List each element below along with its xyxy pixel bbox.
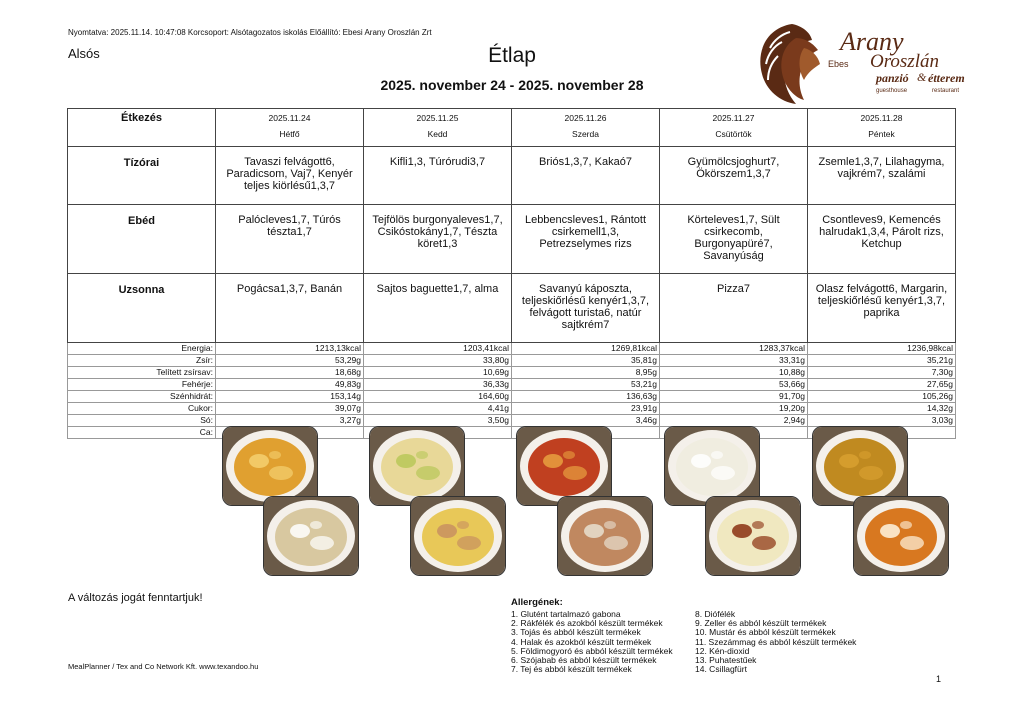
allergen-item: 7. Tej és abból készült termékek xyxy=(511,664,632,675)
allergen-item: 1. Glutént tartalmazó gabona xyxy=(511,609,621,619)
logo-sub1: panzió xyxy=(876,71,909,85)
age-group-label: Alsós xyxy=(68,46,100,61)
table-row xyxy=(68,147,956,205)
logo-sub2: étterem xyxy=(928,71,965,85)
allergen-title: Allergének: xyxy=(511,597,563,608)
roast-chicken-photo xyxy=(705,496,801,576)
meal-label: Ebéd xyxy=(68,205,216,274)
nutrition-value: 153,14g xyxy=(216,391,364,403)
nutrition-label: Energia: xyxy=(68,343,216,355)
nutrition-value: 49,83g xyxy=(216,379,364,391)
nutrition-row xyxy=(68,391,956,403)
turos-teszta-photo xyxy=(263,496,359,576)
bone-soup-photo xyxy=(812,426,908,506)
nutrition-value: 1269,81kcal xyxy=(512,343,660,355)
nutrition-value: 136,63g xyxy=(512,391,660,403)
nutrition-value: 3,46g xyxy=(512,415,660,427)
nutrition-row xyxy=(68,343,956,355)
meal-cell: Pogácsa1,3,7, Banán xyxy=(216,274,364,343)
nutrition-value: 53,21g xyxy=(512,379,660,391)
nutrition-value: 91,70g xyxy=(660,391,808,403)
allergen-item: 12. Kén-dioxid xyxy=(695,645,750,656)
nutrition-value: 3,03g xyxy=(808,415,956,427)
nutrition-label: Szénhidrát: xyxy=(68,391,216,403)
nutrition-value: 1213,13kcal xyxy=(216,343,364,355)
logo-sub3: guesthouse xyxy=(876,88,908,94)
nutrition-value: 164,60g xyxy=(364,391,512,403)
print-info: Nyomtatva: 2025.11.14. 10:47:08 Korcsoport: Alsótagozatos iskolás Előállító: Ebesi Arany Oroszlán Zrt xyxy=(68,28,432,37)
day-date: 2025.11.25 xyxy=(416,113,459,123)
day-date: 2025.11.24 xyxy=(268,113,311,123)
nutrition-row xyxy=(68,367,956,379)
allergen-item: 9. Zeller és abból készült termékek xyxy=(695,618,827,629)
lion-head-icon xyxy=(760,24,820,104)
date-range: 2025. november 24 - 2025. november 28 xyxy=(380,77,644,93)
menu-table xyxy=(67,108,956,439)
meal-cell: Sajtos baguette1,7, alma xyxy=(364,274,512,343)
day-name: Szerda xyxy=(572,129,599,139)
restaurant-logo xyxy=(752,18,988,106)
allergen-item: 3. Tojás és abból készült termékek xyxy=(511,627,641,638)
day-date: 2025.11.27 xyxy=(712,113,755,123)
meal-cell: Briós1,3,7, Kakaó7 xyxy=(512,147,660,205)
pear-soup-photo xyxy=(664,426,760,506)
nutrition-label: Cukor: xyxy=(68,403,216,415)
day-column-header xyxy=(364,109,512,147)
allergen-item: 4. Halak és azokból készült termékek xyxy=(511,636,652,647)
meal-label: Uzsonna xyxy=(68,274,216,343)
nutrition-value: 19,20g xyxy=(660,403,808,415)
logo-word1: Arany xyxy=(840,27,904,56)
meal-cell: Tejfölös burgonyaleves1,7, Csikóstokány1,7, Tészta köret1,3 xyxy=(364,205,512,274)
allergen-item: 14. Csillagfürt xyxy=(695,664,747,675)
meal-label: Tízórai xyxy=(68,147,216,205)
nutrition-value: 27,65g xyxy=(808,379,956,391)
nutrition-value: 1283,37kcal xyxy=(660,343,808,355)
nutrition-value: 35,21g xyxy=(808,355,956,367)
day-date: 2025.11.28 xyxy=(860,113,903,123)
nutrition-value: 18,68g xyxy=(216,367,364,379)
allergen-legend xyxy=(511,597,857,675)
nutrition-label: Só: xyxy=(68,415,216,427)
allergen-item: 13. Puhatestűek xyxy=(695,655,757,666)
allergen-item: 6. Szójabab és abból készült termékek xyxy=(511,655,657,666)
page-number: 1 xyxy=(936,674,942,684)
paloc-soup-photo xyxy=(222,426,318,506)
nutrition-value: 3,50g xyxy=(364,415,512,427)
meal-cell: Savanyú káposzta, teljeskiőrlésű kenyér1,3,7, felvágott turista6, natúr sajtkrém7 xyxy=(512,274,660,343)
nutrition-row xyxy=(68,415,956,427)
meal-cell: Palócleves1,7, Túrós tészta1,7 xyxy=(216,205,364,274)
allergen-item: 8. Diófélék xyxy=(695,609,736,619)
nutrition-value: 8,95g xyxy=(512,367,660,379)
page-title: Étlap xyxy=(488,44,536,67)
meal-header: Étkezés xyxy=(68,109,216,147)
day-name: Hétfő xyxy=(279,129,300,139)
nutrition-value: 33,80g xyxy=(364,355,512,367)
day-column-header xyxy=(216,109,364,147)
logo-sub4: restaurant xyxy=(932,88,960,94)
nutrition-value: 35,81g xyxy=(512,355,660,367)
nutrition-value: 10,69g xyxy=(364,367,512,379)
nutrition-value: 10,88g xyxy=(660,367,808,379)
meal-cell: Csontleves9, Kemencés halrudak1,3,4, Párolt rizs, Ketchup xyxy=(808,205,956,274)
nutrition-value: 23,91g xyxy=(512,403,660,415)
nutrition-label: Telített zsírsav: xyxy=(68,367,216,379)
nutrition-value: 7,30g xyxy=(808,367,956,379)
svg-text:&: & xyxy=(917,70,927,84)
allergen-column xyxy=(511,610,673,674)
allergen-item: 11. Szezámmag és abból készült termékek xyxy=(695,636,857,647)
chicken-rice-photo xyxy=(557,496,653,576)
meal-cell: Olasz felvágott6, Margarin, teljeskiőrlésű kenyér1,3,7, paprika xyxy=(808,274,956,343)
meal-cell: Gyümölcsjoghurt7, Ökörszem1,3,7 xyxy=(660,147,808,205)
day-name: Péntek xyxy=(868,129,895,139)
allergen-column xyxy=(695,610,856,674)
nutrition-value: 105,26g xyxy=(808,391,956,403)
day-column-header xyxy=(660,109,808,147)
day-name: Csütörtök xyxy=(715,129,752,139)
nutrition-value: 3,27g xyxy=(216,415,364,427)
meal-cell: Lebbencsleves1, Rántott csirkemell1,3, Petrezselymes rizs xyxy=(512,205,660,274)
nutrition-value: 1236,98kcal xyxy=(808,343,956,355)
nutrition-label: Fehérje: xyxy=(68,379,216,391)
nutrition-label: Ca: xyxy=(68,427,216,439)
logo-word2: Oroszlán xyxy=(870,51,939,72)
day-column-header xyxy=(808,109,956,147)
lebbencs-soup-photo xyxy=(516,426,612,506)
nutrition-value: 1203,41kcal xyxy=(364,343,512,355)
potato-soup-photo xyxy=(369,426,465,506)
allergen-item: 10. Mustár és abból készült termékek xyxy=(695,627,836,638)
meal-cell: Tavaszi felvágott6, Paradicsom, Vaj7, Kenyér teljes kiörlésű1,3,7 xyxy=(216,147,364,205)
meal-cell: Körteleves1,7, Sült csirkecomb, Burgonyapüré7, Savanyúság xyxy=(660,205,808,274)
nutrition-value: 14,32g xyxy=(808,403,956,415)
meal-cell: Kifli1,3, Túrórudi3,7 xyxy=(364,147,512,205)
nutrition-row xyxy=(68,403,956,415)
disclaimer: A változás jogát fenntartjuk! xyxy=(68,592,203,604)
fish-sticks-photo xyxy=(853,496,949,576)
nutrition-value: 53,66g xyxy=(660,379,808,391)
day-column-header xyxy=(512,109,660,147)
nutrition-value: 4,41g xyxy=(364,403,512,415)
nutrition-label: Zsír: xyxy=(68,355,216,367)
logo-prefix: Ebes xyxy=(828,59,849,69)
nutrition-row xyxy=(68,379,956,391)
day-name: Kedd xyxy=(427,129,448,139)
table-row xyxy=(68,205,956,274)
meal-cell: Pizza7 xyxy=(660,274,808,343)
allergen-item: 2. Rákfélék és azokból készült termékek xyxy=(511,618,663,629)
table-row xyxy=(68,274,956,343)
pasta-stew-photo xyxy=(410,496,506,576)
nutrition-row xyxy=(68,355,956,367)
footer-credit: MealPlanner / Tex and Co Network Kft. www.texandoo.hu xyxy=(68,662,259,671)
day-date: 2025.11.26 xyxy=(564,113,607,123)
nutrition-value: 33,31g xyxy=(660,355,808,367)
allergen-item: 5. Földimogyoró és abból készült termékek xyxy=(511,645,673,656)
meal-cell: Zsemle1,3,7, Lilahagyma, vajkrém7, szalámi xyxy=(808,147,956,205)
nutrition-value: 36,33g xyxy=(364,379,512,391)
nutrition-value: 2,94g xyxy=(660,415,808,427)
nutrition-value: 39,07g xyxy=(216,403,364,415)
nutrition-value: 53,29g xyxy=(216,355,364,367)
